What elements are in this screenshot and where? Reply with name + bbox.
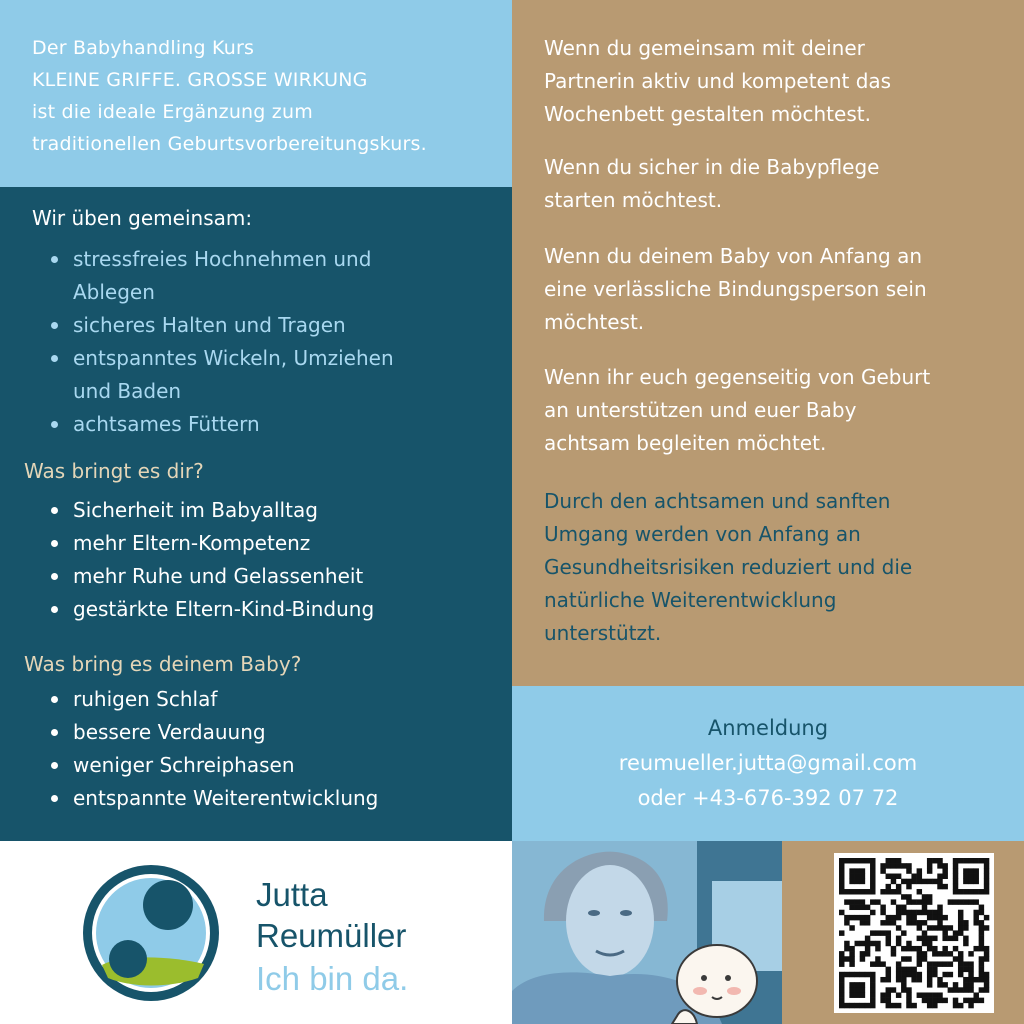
brand-first-name: Jutta — [256, 876, 328, 913]
practice-heading: Wir üben gemeinsam: — [32, 206, 253, 230]
registration-section — [512, 686, 1024, 841]
brand-last-name: Reumüller — [256, 917, 407, 954]
qr-section — [782, 841, 1024, 1024]
list-item: Sicherheit im Babyalltag — [50, 494, 374, 527]
list-item: stressfreies Hochnehmen und Ablegen — [50, 243, 394, 309]
brand-section — [0, 841, 512, 1024]
logo-icon — [80, 862, 222, 1004]
list-item: ruhigen Schlaf — [50, 683, 378, 716]
list-item: gestärkte Eltern-Kind-Bindung — [50, 593, 374, 626]
for-baby-list — [50, 683, 378, 815]
email-link[interactable]: reumueller.jutta@gmail.com — [618, 751, 918, 775]
list-item: entspannte Weiterentwicklung — [50, 782, 378, 815]
list-item: mehr Eltern-Kompetenz — [50, 527, 374, 560]
benefit-paragraph: Wenn du gemeinsam mit deiner Partnerin aktiv und kompetent das Wochenbett gestalten möchtest. — [544, 36, 892, 126]
qr-code-icon — [834, 853, 994, 1013]
portrait-photo — [512, 841, 782, 1024]
course-content-section — [0, 187, 512, 841]
benefit-paragraph: Wenn ihr euch gegenseitig von Geburt an unterstützen und euer Baby achtsam begleiten möchtet. — [544, 365, 931, 455]
portrait-illustration — [512, 841, 782, 1024]
practice-list — [50, 243, 394, 441]
list-item: bessere Verdauung — [50, 716, 378, 749]
benefits-section — [512, 0, 1024, 686]
qr-code[interactable] — [834, 853, 994, 1013]
registration-title: Anmeldung — [707, 716, 829, 740]
list-item: mehr Ruhe und Gelassenheit — [50, 560, 374, 593]
list-item: achtsames Füttern — [50, 408, 394, 441]
intro-section — [0, 0, 512, 187]
intro-line: traditionellen Geburtsvorbereitungskurs. — [32, 133, 427, 155]
list-item: sicheres Halten und Tragen — [50, 309, 394, 342]
list-item: weniger Schreiphasen — [50, 749, 378, 782]
benefit-paragraph: Wenn du deinem Baby von Anfang an eine verlässliche Bindungsperson sein möchtest. — [544, 244, 927, 334]
intro-line: ist die ideale Ergänzung zum — [32, 101, 313, 123]
phone-number[interactable]: oder +43-676-392 07 72 — [637, 786, 899, 810]
benefit-paragraph: Wenn du sicher in die Babypflege starten möchtest. — [544, 155, 880, 212]
for-you-heading: Was bringt es dir? — [24, 459, 204, 483]
list-item: entspanntes Wickeln, Umziehen und Baden — [50, 342, 394, 408]
intro-line: Der Babyhandling Kurs — [32, 37, 255, 59]
brand-tagline: Ich bin da. — [256, 960, 409, 997]
intro-line: KLEINE GRIFFE. GROSSE WIRKUNG — [32, 69, 368, 91]
for-you-list — [50, 494, 374, 626]
for-baby-heading: Was bring es deinem Baby? — [24, 652, 302, 676]
summary-paragraph: Durch den achtsamen und sanften Umgang werden von Anfang an Gesundheitsrisiken reduziert und die natürliche Weiterentwicklung unterstützt. — [544, 489, 913, 645]
